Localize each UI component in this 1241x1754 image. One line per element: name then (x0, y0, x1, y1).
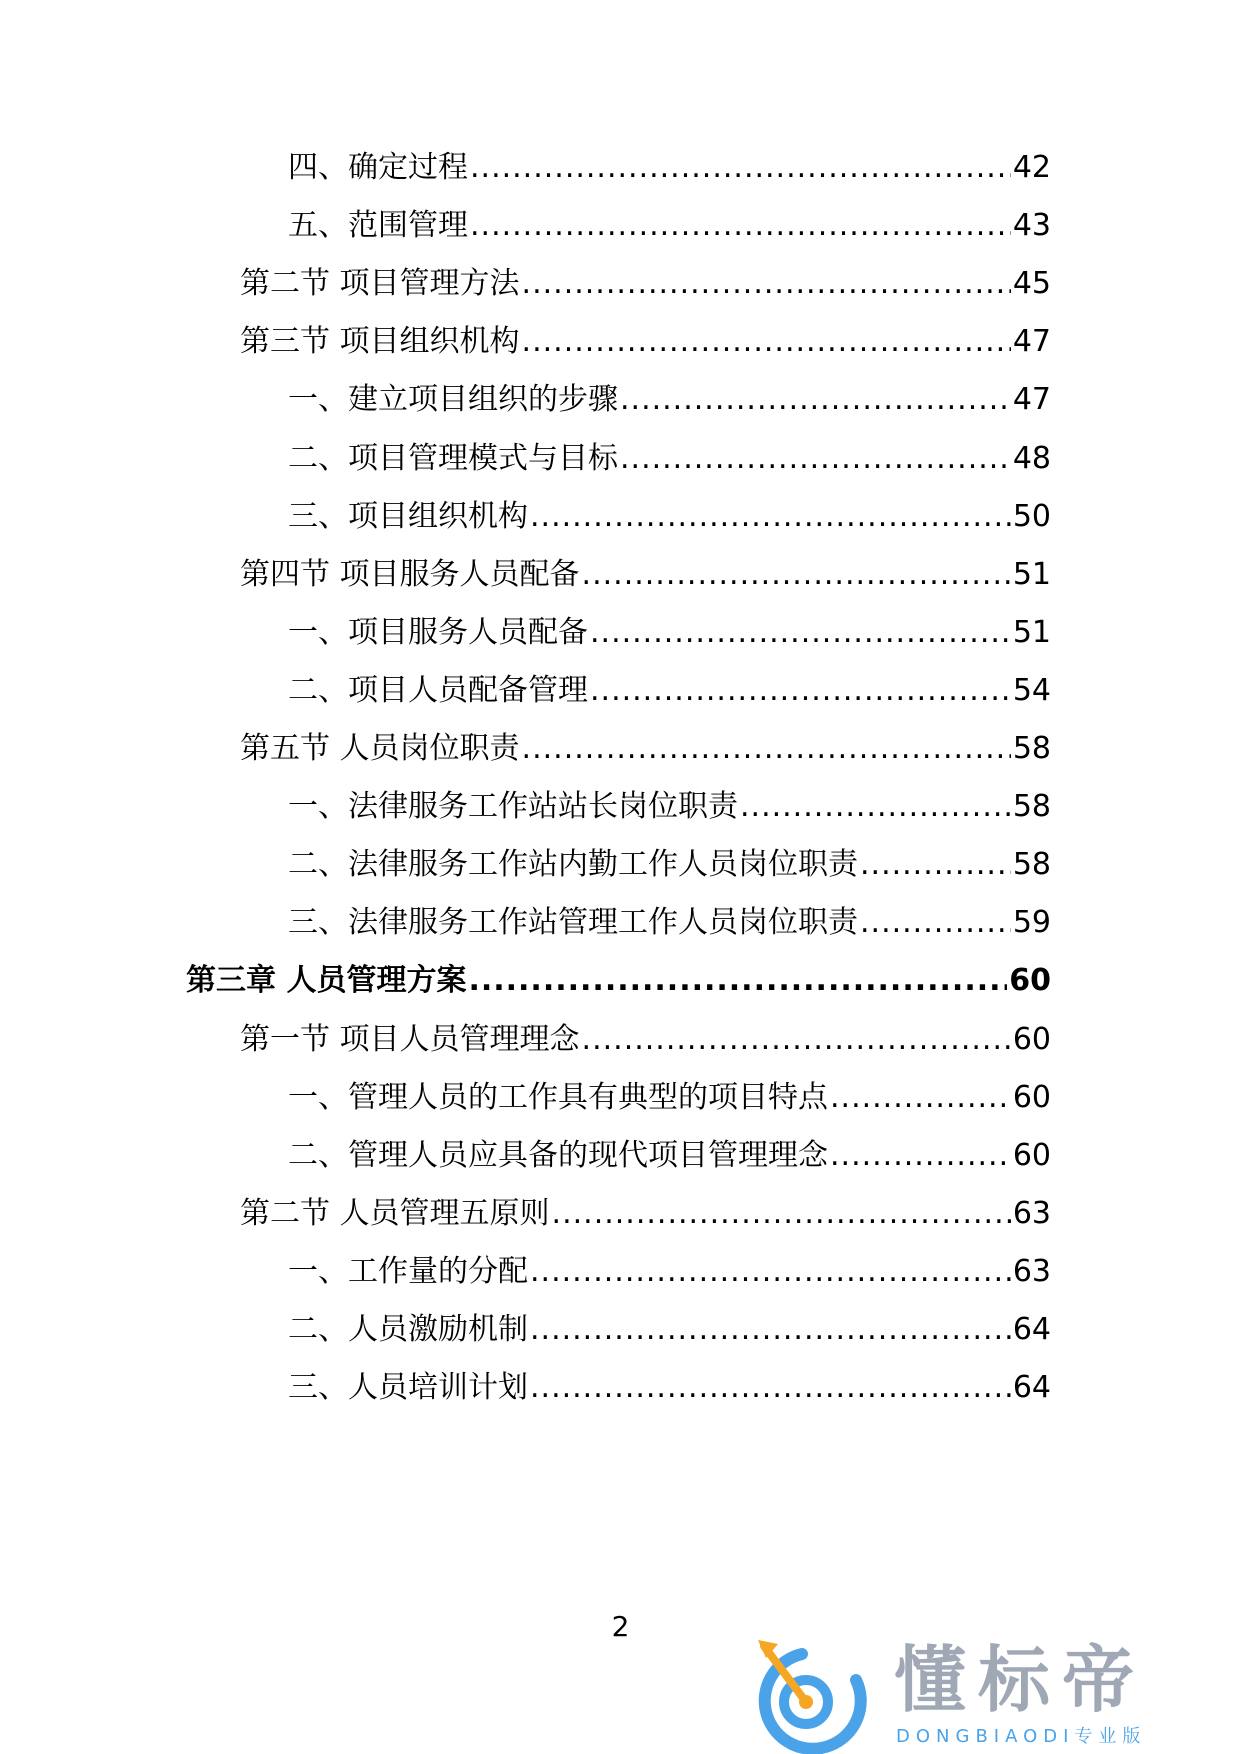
toc-entry-title: 一、项目服务人员配备 (288, 615, 588, 650)
toc-entry[interactable] (240, 264, 1051, 304)
toc-entry[interactable] (288, 1252, 1051, 1292)
toc-entry-title: 三、人员培训计划 (288, 1370, 528, 1405)
toc-leader-dots (530, 1368, 1011, 1408)
toc-entry[interactable] (288, 671, 1051, 711)
toc-entry[interactable] (240, 1194, 1051, 1234)
toc-entry-title: 一、管理人员的工作具有典型的项目特点 (288, 1080, 828, 1115)
toc-leader-dots (740, 787, 1011, 827)
toc-entry-page: 60 (1012, 1138, 1051, 1173)
toc-entry[interactable] (240, 729, 1051, 769)
toc-entry-page: 50 (1012, 499, 1051, 534)
toc-leader-dots (590, 613, 1011, 653)
toc-leader-dots (860, 845, 1011, 885)
toc-leader-dots (582, 1020, 1011, 1060)
toc-entry-title: 三、法律服务工作站管理工作人员岗位职责 (288, 905, 858, 940)
toc-entry-page: 58 (1012, 731, 1051, 766)
toc-leader-dots (522, 264, 1011, 304)
toc-entry-title: 第五节 人员岗位职责 (240, 731, 520, 766)
toc-leader-dots (470, 148, 1011, 188)
toc-entry[interactable] (288, 1136, 1051, 1176)
toc-entry-page: 60 (1012, 1022, 1051, 1057)
toc-entry[interactable] (288, 1078, 1051, 1118)
watermark (744, 1636, 1224, 1754)
toc-leader-dots (830, 1078, 1011, 1118)
toc-entry[interactable] (288, 497, 1051, 537)
toc-entry[interactable] (240, 555, 1051, 595)
toc-entry-page: 60 (1009, 963, 1051, 998)
toc-entry-page: 43 (1012, 208, 1051, 243)
toc-entry-page: 64 (1012, 1312, 1051, 1347)
toc-entry-page: 58 (1012, 789, 1051, 824)
toc-leader-dots (530, 1310, 1011, 1350)
watermark-brand: 懂标帝 (894, 1638, 1147, 1722)
toc-leader-dots (522, 322, 1011, 362)
toc-entry-title: 三、项目组织机构 (288, 499, 528, 534)
toc-entry-page: 64 (1012, 1370, 1051, 1405)
toc-leader-dots (522, 729, 1011, 769)
toc-leader-dots (620, 380, 1011, 420)
toc-entry-page: 63 (1012, 1254, 1051, 1289)
toc-leader-dots (530, 1252, 1011, 1292)
watermark-subtitle: DONGBIAODI专业版 (896, 1726, 1147, 1747)
toc-entry-title: 二、法律服务工作站内勤工作人员岗位职责 (288, 847, 858, 882)
toc-entry-page: 51 (1012, 615, 1051, 650)
toc-entry[interactable] (288, 148, 1051, 188)
toc-entry-page: 51 (1012, 557, 1051, 592)
toc-entry-title: 四、确定过程 (288, 150, 468, 185)
toc-leader-dots (830, 1136, 1011, 1176)
toc-entry-page: 63 (1012, 1196, 1051, 1231)
toc-entry[interactable] (288, 787, 1051, 827)
toc-entry-title: 第四节 项目服务人员配备 (240, 557, 580, 592)
toc-leader-dots (530, 497, 1011, 537)
toc-entry-title: 一、工作量的分配 (288, 1254, 528, 1289)
toc-entry-page: 47 (1012, 324, 1051, 359)
toc-entry-title: 一、法律服务工作站站长岗位职责 (288, 789, 738, 824)
toc-entry-page: 60 (1012, 1080, 1051, 1115)
toc-entry-page: 59 (1012, 905, 1051, 940)
toc-entry-page: 45 (1012, 266, 1051, 301)
toc-entry-title: 第三节 项目组织机构 (240, 324, 520, 359)
toc-leader-dots (552, 1194, 1011, 1234)
toc-leader-dots (468, 961, 1007, 1001)
toc-entry[interactable] (288, 845, 1051, 885)
toc-entry[interactable] (288, 1310, 1051, 1350)
toc-leader-dots (620, 439, 1011, 479)
toc-entry-title: 第二节 人员管理五原则 (240, 1196, 550, 1231)
toc-entry[interactable] (240, 1020, 1051, 1060)
toc-entry-page: 42 (1012, 150, 1051, 185)
toc-entry-page: 47 (1012, 382, 1051, 417)
toc-entry[interactable] (288, 903, 1051, 943)
toc-leader-dots (470, 206, 1011, 246)
toc-entry[interactable] (288, 206, 1051, 246)
toc-entry[interactable] (288, 439, 1051, 479)
toc-entry-title: 第二节 项目管理方法 (240, 266, 520, 301)
toc-entry-page: 48 (1012, 441, 1051, 476)
toc-entry-title: 二、项目人员配备管理 (288, 673, 588, 708)
toc-entry[interactable] (288, 380, 1051, 420)
toc-leader-dots (860, 903, 1011, 943)
toc-entry-title: 五、范围管理 (288, 208, 468, 243)
toc-entry[interactable] (288, 613, 1051, 653)
toc-entry-title: 一、建立项目组织的步骤 (288, 382, 618, 417)
toc-entry[interactable] (186, 961, 1051, 1001)
toc-entry[interactable] (288, 1368, 1051, 1408)
toc-entry-title: 第三章 人员管理方案 (186, 963, 467, 998)
page-number: 2 (611, 1610, 630, 1643)
toc-entry[interactable] (240, 322, 1051, 362)
toc-entry-title: 二、人员激励机制 (288, 1312, 528, 1347)
toc-entry-title: 二、管理人员应具备的现代项目管理理念 (288, 1138, 828, 1173)
toc-entry-title: 二、项目管理模式与目标 (288, 441, 618, 476)
target-arrow-icon (744, 1636, 884, 1754)
toc-leader-dots (590, 671, 1011, 711)
toc-entry-page: 58 (1012, 847, 1051, 882)
toc-entry-page: 54 (1012, 673, 1051, 708)
toc-entry-title: 第一节 项目人员管理理念 (240, 1022, 580, 1057)
toc-leader-dots (582, 555, 1011, 595)
